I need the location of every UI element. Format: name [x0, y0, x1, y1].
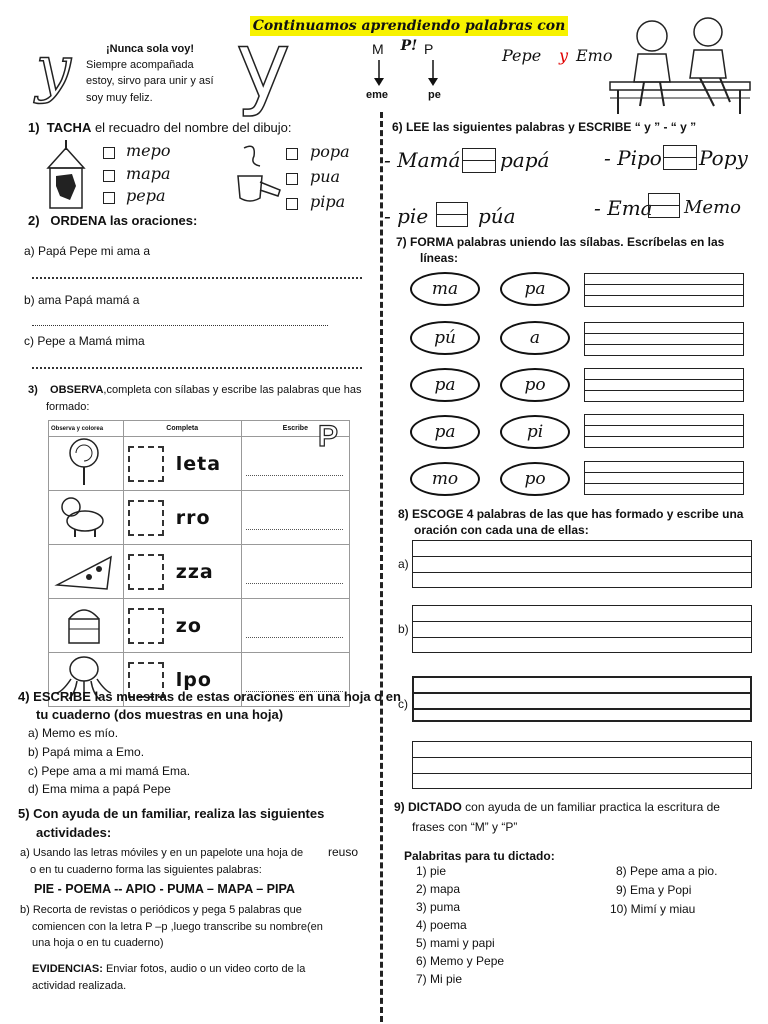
s5-item-b: b) Recorta de revistas o periódicos y pega 5 palabras que: [20, 904, 302, 916]
checkbox-mepo[interactable]: [103, 147, 115, 159]
s5-words: PIE - POEMA -- APIO - PUMA – MAPA – PIPA: [34, 882, 295, 896]
pipe-illustration: [230, 142, 284, 210]
answer-line[interactable]: [32, 277, 362, 279]
observe-table: [48, 420, 350, 707]
s8-label-c: c): [398, 697, 408, 711]
syllable-completion: zza: [175, 560, 214, 583]
s7-title: 7) FORMA palabras uniendo las sílabas. Escríbelas en las: [396, 235, 725, 249]
s4-item-a: a) Memo es mío.: [28, 726, 119, 740]
letter-p: P: [424, 41, 434, 57]
syllable-oval[interactable]: pa: [500, 272, 570, 306]
s2-sentence-c: c) Pepe a Mamá mima: [24, 334, 145, 348]
syllable-completion: leta: [175, 452, 222, 475]
syllable-oval[interactable]: mo: [410, 462, 480, 496]
checkbox-pua[interactable]: [286, 173, 298, 185]
syllable-eme: eme: [366, 89, 389, 101]
syllable-box[interactable]: [128, 446, 164, 482]
list-item: 6) Memo y Pepe: [416, 954, 505, 968]
syllable-completion: rro: [175, 506, 211, 529]
fill-box-pair: [648, 193, 680, 218]
fill-box[interactable]: [663, 157, 697, 170]
letter-m: M: [372, 41, 384, 57]
word-pua: pua: [310, 167, 341, 186]
s5-item-b-cont2: una hoja o en tu cuaderno): [32, 937, 164, 949]
col-completa: Completa: [123, 421, 241, 437]
syllable-oval[interactable]: pú: [410, 321, 480, 355]
s5-item-a-reuso: reuso: [328, 845, 359, 859]
s5-item-a-cont: o en tu cuaderno forma las siguientes palabras:: [30, 864, 262, 876]
s9-subtitle: Palabritas para tu dictado:: [404, 849, 555, 863]
writing-lines[interactable]: [584, 414, 744, 448]
list-item: 7) Mi pie: [416, 972, 463, 986]
word-popa: popa: [310, 142, 350, 161]
syllable-oval[interactable]: pi: [500, 415, 570, 449]
letter-p-badge: P: [318, 420, 339, 453]
word-pipa: pipa: [310, 192, 346, 211]
list-item: 8) Pepe ama a pio.: [616, 864, 718, 878]
s2-sentence-a: a) Papá Pepe mi ama a: [24, 244, 151, 258]
syllable-oval[interactable]: pa: [410, 415, 480, 449]
syllable-box[interactable]: [128, 608, 164, 644]
write-line[interactable]: [246, 475, 343, 476]
fill-box-pair: [663, 145, 697, 170]
basket-illustration: [49, 599, 124, 653]
word-mapa: mapa: [126, 164, 171, 183]
writing-lines[interactable]: [584, 461, 744, 495]
intro-line-2: estoy, sirvo para unir y así: [86, 75, 214, 87]
s2-title: 2) ORDENA las oraciones:: [28, 213, 198, 228]
s5-title: 5) Con ayuda de un familiar, realiza las siguientes: [18, 806, 325, 821]
s4-item-c: c) Pepe ama a mi mamá Ema.: [28, 764, 191, 778]
s6-title: 6) LEE las siguientes palabras y ESCRIBE “ y ” - “ y ”: [392, 120, 697, 134]
children-on-bench-illustration: [604, 14, 756, 116]
s7-title-cont: líneas:: [420, 251, 459, 265]
arrow-down-icon: [426, 60, 440, 86]
s6-word-memo: Memo: [684, 197, 741, 218]
s5-evidencias-cont: actividad realizada.: [32, 980, 127, 992]
page-title: Continuamos aprendiendo palabras con P!: [250, 16, 568, 36]
checkbox-popa[interactable]: [286, 148, 298, 160]
col-observa: Observa y colorea: [49, 421, 124, 437]
s4-item-d: d) Ema mima a papá Pepe: [28, 782, 171, 796]
s6-word-ema: - Ema: [594, 196, 653, 220]
s6-word-pipo: - Pipo: [604, 146, 662, 170]
sentence-lines-c[interactable]: [412, 676, 752, 722]
s5-evidencias: EVIDENCIAS: Enviar fotos, audio o un video corto de la: [32, 963, 306, 975]
list-item: 4) poema: [416, 918, 467, 932]
write-line[interactable]: [246, 637, 343, 638]
syllable-completion: lpo: [175, 668, 212, 691]
s8-title-cont: oración con cada una de ellas:: [414, 523, 589, 537]
word-y: y: [559, 46, 569, 65]
s4-item-b: b) Papá mima a Emo.: [28, 745, 145, 759]
cursive-y-small: y: [36, 32, 72, 105]
sentence-lines-a[interactable]: [412, 540, 752, 588]
name-pepe: Pepe: [502, 46, 542, 65]
list-item: 9) Ema y Popi: [616, 883, 692, 897]
list-item: 2) mapa: [416, 882, 461, 896]
syllable-box[interactable]: [128, 500, 164, 536]
lollipop-illustration: [49, 437, 124, 491]
syllable-oval[interactable]: po: [500, 368, 570, 402]
dictation-list-left: [416, 864, 504, 990]
word-mepo: mepo: [126, 141, 171, 160]
s9-title-cont: frases con “M” y “P”: [412, 820, 518, 834]
checkbox-mapa[interactable]: [103, 170, 115, 182]
fill-box-pair: [436, 202, 468, 227]
intro-heading: ¡Nunca sola voy!: [106, 43, 195, 55]
s1-title: 1) TACHA el recuadro del nombre del dibujo:: [28, 120, 292, 135]
s8-label-b: b): [398, 622, 409, 636]
syllable-oval[interactable]: pa: [410, 368, 480, 402]
fill-box[interactable]: [436, 214, 468, 227]
s6-word-pua: púa: [478, 204, 516, 228]
outlined-y-big: y: [236, 12, 291, 119]
fill-box-pair: [462, 148, 496, 173]
s8-label-a: a): [398, 557, 409, 571]
syllable-oval[interactable]: a: [500, 321, 570, 355]
answer-line[interactable]: [32, 325, 328, 326]
syllable-oval[interactable]: ma: [410, 272, 480, 306]
s2-sentence-b: b) ama Papá mamá a: [24, 293, 140, 307]
name-emo: Emo: [576, 46, 613, 65]
s6-word-pie: - pie: [384, 204, 429, 228]
fill-box[interactable]: [462, 160, 496, 173]
fill-box[interactable]: [648, 205, 680, 218]
syllable-completion: zo: [175, 614, 202, 637]
s8-title: 8) ESCOGE 4 palabras de las que has formado y escribe una: [398, 507, 744, 521]
syllable-box[interactable]: [128, 554, 164, 590]
writing-lines[interactable]: [584, 273, 744, 307]
syllable-oval[interactable]: po: [500, 462, 570, 496]
pizza-illustration: [49, 545, 124, 599]
write-line[interactable]: [246, 529, 343, 530]
column-divider: [380, 112, 383, 1022]
s4-title: 4) ESCRIBE las muestras de estas oraciones en una hoja o en: [18, 689, 401, 704]
word-pepa: pepa: [126, 186, 166, 205]
checkbox-pepa[interactable]: [103, 192, 115, 204]
s9-title: 9) DICTADO con ayuda de un familiar practica la escritura de: [394, 800, 720, 814]
writing-lines[interactable]: [584, 368, 744, 402]
s6-word-popy: Popy: [699, 146, 748, 170]
dog-illustration: [49, 491, 124, 545]
col-escribe: Escribe: [241, 421, 349, 437]
peru-flag-illustration: [44, 140, 88, 210]
list-item: 3) puma: [416, 900, 461, 914]
arrow-down-icon: [372, 60, 386, 86]
list-item: 10) Mimí y miau: [610, 902, 696, 916]
s5-item-a: a) Usando las letras móviles y en un papelote una hoja de: [20, 847, 304, 859]
intro-line-1: Siempre acompañada: [86, 59, 194, 71]
s6-word-papa: papá: [500, 148, 550, 172]
checkbox-pipa[interactable]: [286, 198, 298, 210]
s4-title-cont: tu cuaderno (dos muestras en una hoja): [36, 707, 284, 722]
s3-title: 3) OBSERVA,completa con sílabas y escribe las palabras que has: [28, 384, 362, 396]
answer-line[interactable]: [32, 367, 362, 369]
list-item: 1) pie: [416, 864, 447, 878]
write-line[interactable]: [246, 583, 343, 584]
sentence-lines-d[interactable]: [412, 741, 752, 789]
s6-word-mama: - Mamá: [384, 148, 461, 172]
list-item: 5) mami y papi: [416, 936, 495, 950]
writing-lines[interactable]: [584, 322, 744, 356]
sentence-lines-b[interactable]: [412, 605, 752, 653]
syllable-pe: pe: [428, 89, 441, 101]
dictation-list-right: [610, 864, 717, 921]
s3-title-cont: formado:: [46, 401, 90, 413]
s5-item-b-cont: comiencen con la letra P –p ,luego transcribe su nombre(en: [32, 921, 323, 933]
s5-title-cont: actividades:: [36, 825, 112, 840]
intro-line-3: soy muy feliz.: [86, 92, 153, 104]
